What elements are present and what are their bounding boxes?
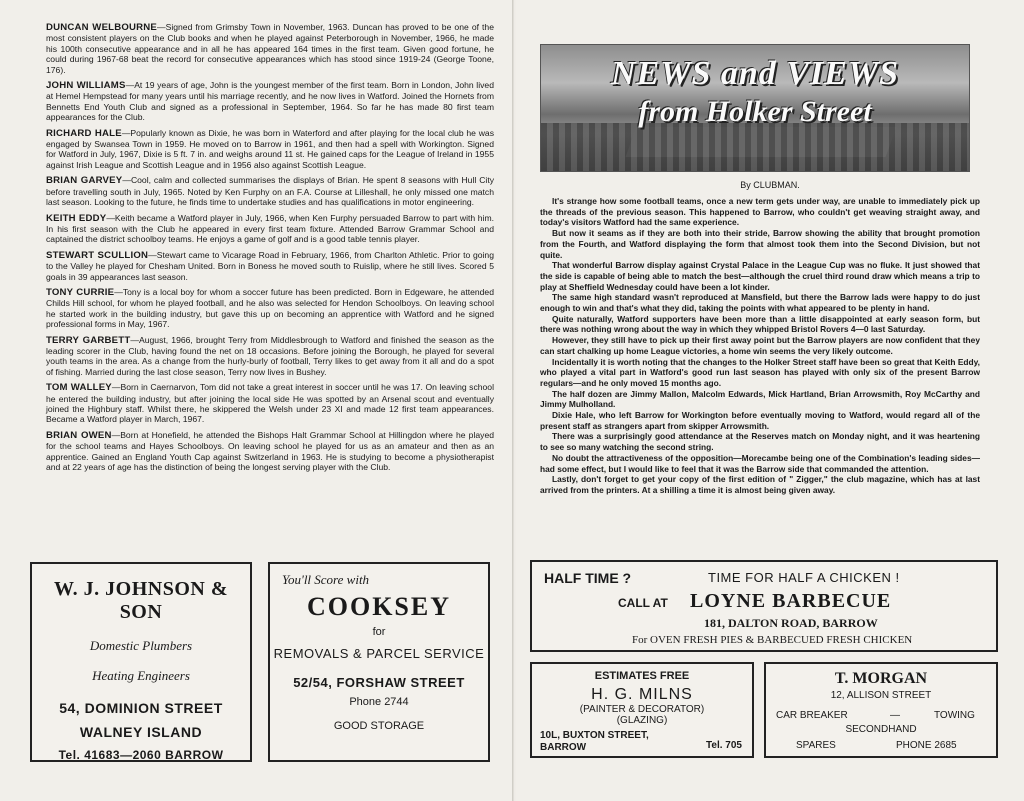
morgan-dash: — bbox=[890, 710, 900, 721]
player-name: RICHARD HALE bbox=[46, 127, 122, 139]
player-bio-text: —Born in Caernarvon, Tom did not take a great interest in soccer until he was 17. On leaving school he entered the building industry, but after joining the local side He was spotted by an Arsenal scout and eventually joined the Highbury staff. Whilst there, he skippered the Welsh under 23 XI and made 12 first team appearances. Became a Watford player in March, 1967. bbox=[46, 382, 494, 425]
cooksey-phone: Phone 2744 bbox=[349, 696, 409, 708]
player-name: TERRY GARBETT bbox=[46, 334, 131, 346]
player-bio-text: —Stewart came to Vicarage Road in February, 1966, from Charlton Athletic. Prior to going to the Valley he played for Chesham United. Born in Boness he moved south to Ruislip, where he still lives. Scored 5 goals in 39 appearances last season. bbox=[46, 249, 494, 282]
article-paragraph: But now it seams as if they are both into their stride, Barrow showing the ability that brought promotion from the Fourth, and Watford displaying the form that almost took them into the Second Division, but not quite. bbox=[540, 228, 980, 260]
cooksey-storage: GOOD STORAGE bbox=[333, 720, 425, 732]
morgan-spares: SPARES bbox=[796, 740, 836, 751]
milns-glazing: (GLAZING) bbox=[616, 715, 668, 726]
milns-trade: (PAINTER & DECORATOR) bbox=[579, 704, 705, 715]
morgan-secondhand: SECONDHAND bbox=[845, 724, 917, 735]
news-banner bbox=[540, 44, 970, 172]
article-paragraph: The half dozen are Jimmy Mallon, Malcolm Edwards, Mick Hartland, Brian Arrowsmith, Roy McCarthy and Jimmy Mulholland. bbox=[540, 388, 980, 410]
player-bio-text: —Cool, calm and collected summarises the displays of Brian. He spent 8 seasons with Hull City before travelling south in July, 1965. Noted by Ken Furphy on an F.A. Course at Lilleshall, he only missed one match last season. Looking to the future, he finds time to undertake studies and has qualifications in motor engineering. bbox=[46, 175, 494, 208]
morgan-advert bbox=[764, 662, 998, 758]
article-paragraph: Quite naturally, Watford supporters have been more than a little disappointed at early season form, but there was nothing wrong about the way in which they whipped Bristol Rovers 4—0 last Saturday. bbox=[540, 313, 980, 335]
banner-title: NEWS and VIEWS bbox=[610, 55, 899, 92]
morgan-towing: TOWING bbox=[934, 710, 975, 721]
johnson-advert bbox=[30, 562, 252, 762]
player-bio-text: —Tony is a local boy for whom a soccer future has been predicted. Born in Edgeware, he attended Childs Hill school, for whom he played football, and he also was selected for Hendon Schoolboys. On leaving school he started work in the building industry, but gave this up on becoming an apprentice with Watford and he signed professional forms in May, 1967. bbox=[46, 286, 494, 330]
player-bio-text: —Signed from Grimsby Town in November, 1963. Duncan has proved to be one of the most consistent players on the Club books and when he played against Peterborough in November, 1966, he made his 100th consecutive appearance and in all he has appeared 164 times in the first team. Given good fortune, he could during 1967-68 beat the record for consecutive appearances which has stood since 1919-24 (George Toone, 176). bbox=[46, 22, 494, 75]
johnson-line2: Heating Engineers bbox=[92, 668, 190, 683]
milns-estimates: ESTIMATES FREE bbox=[594, 670, 690, 682]
article-paragraph: However, they still have to pick up their first away point but the Barrow players are now confident that they can start chalking up home League victories, a home win seems the very likely outcome. bbox=[540, 335, 980, 356]
loyne-half: HALF TIME ? bbox=[544, 570, 632, 586]
byline: By CLUBMAN. bbox=[740, 180, 800, 190]
player-bio bbox=[46, 287, 494, 330]
johnson-address2: WALNEY ISLAND bbox=[79, 724, 203, 740]
johnson-line1: Domestic Plumbers bbox=[89, 638, 193, 653]
milns-town: BARROW bbox=[540, 742, 587, 753]
banner-subtitle: from Holker Street bbox=[638, 95, 872, 128]
johnson-title: W. J. JOHNSON & SON bbox=[53, 578, 228, 623]
morgan-address: 12, ALLISON STREET bbox=[830, 690, 932, 701]
cooksey-name: COOKSEY bbox=[306, 592, 452, 621]
loyne-chicken: TIME FOR HALF A CHICKEN ! bbox=[708, 570, 900, 585]
right-page bbox=[516, 0, 1024, 801]
article-paragraph: The same high standard wasn't reproduced at Mansfield, but there the Barrow lads were happy to do just enough to win and that's what they did, taking the points with what appeared to be plenty in hand. bbox=[540, 292, 980, 314]
article-paragraph: Lastly, don't forget to get your copy of the first edition of " Zigger," the club magazine, which has at last arrived from the printers. At a shilling a time it is almost being given away. bbox=[540, 474, 980, 495]
milns-tel: Tel. 705 bbox=[706, 740, 742, 751]
player-bio-text: —Keith became a Watford player in July, 1966, when Ken Furphy persuaded Barrow to part with him. In his first season with the Club he appeared in every first team fixture. Attended Barrow Grammar School and captained the district schoolboy teams. He enjoys a game of golf and is a good table tennis player. bbox=[46, 212, 494, 245]
loyne-name: LOYNE BARBECUE bbox=[690, 590, 892, 612]
morgan-name: T. MORGAN bbox=[834, 670, 928, 687]
milns-advert bbox=[530, 662, 754, 758]
article-paragraph: There was a surprisingly good attendance at the Reserves match on Monday night, and it was heartening to see so many watching the second string. bbox=[540, 431, 980, 453]
article-paragraph: No doubt the attractiveness of the opposition—Morecambe being one of the Combination's leading sides—had some effect, but I would like to feel that it was the Barrow side that commanded the attention. bbox=[540, 452, 980, 474]
player-name: BRIAN GARVEY bbox=[46, 175, 123, 187]
johnson-address1: 54, DOMINION STREET bbox=[59, 700, 223, 716]
player-name: BRIAN OWEN bbox=[46, 429, 112, 441]
loyne-address: 181, DALTON ROAD, BARROW bbox=[704, 616, 878, 630]
cooksey-address: 52/54, FORSHAW STREET bbox=[293, 675, 465, 690]
player-bio-text: —August, 1966, brought Terry from Middlesbrough to Watford and finished the season as the leading scorer in the Club, having found the net on 18 occasions. Before joining the Borough, he played for several youth teams in the area. As a change from the hurly-burly of football, Terry likes to get away from it all and do a spot of fishing. Married during the last close season, Terry now lives in Bushey. bbox=[46, 334, 494, 377]
player-name: KEITH EDDY bbox=[46, 212, 107, 224]
cooksey-service: REMOVALS & PARCEL SERVICE bbox=[273, 646, 485, 661]
player-bio-text: —Popularly known as Dixie, he was born in Waterford and after playing for the local club he was engaged by Swansea Town in 1959. He moved on to Barrow in 1961, and then had a spell with Workington. Signed for Watford in July, 1967, Dixie is 5 ft. 7 in. and weighs around 11 st. He gained caps for the League of Ireland in 1955 against Irish League and Scottish League and in 1956 also against Scottish League. bbox=[46, 127, 494, 170]
cooksey-tagline: You'll Score with bbox=[282, 572, 370, 587]
stand-shape bbox=[541, 123, 969, 171]
player-name: DUNCAN WELBOURNE bbox=[46, 22, 157, 33]
player-bio bbox=[46, 382, 494, 425]
player-bio-text: —At 19 years of age, John is the youngest member of the first team. Born in London, John lived at Hemel Hempstead for many years until his marriage recently, and he now lives in Watford. Joined the Hornets from Bennetts End Youth Club and signed as a professional in September, 1964. So far he has made 80 first team appearances for the Club. bbox=[46, 80, 494, 123]
player-name: TONY CURRIE bbox=[46, 286, 115, 298]
cooksey-advert bbox=[268, 562, 490, 762]
player-bios bbox=[46, 22, 494, 472]
loyne-advert bbox=[530, 560, 998, 652]
loyne-call: CALL AT bbox=[618, 596, 668, 610]
player-name: TOM WALLEY bbox=[46, 382, 112, 394]
loyne-oven: For OVEN FRESH PIES & BARBECUED FRESH CHICKEN bbox=[632, 634, 913, 646]
milns-name: H. G. MILNS bbox=[591, 686, 693, 703]
player-bio bbox=[46, 335, 494, 378]
player-bio bbox=[46, 430, 494, 473]
milns-address: 10L, BUXTON STREET, bbox=[540, 730, 649, 741]
johnson-tel: Tel. 41683—2060 BARROW bbox=[58, 748, 224, 762]
morgan-phone: PHONE 2685 bbox=[896, 740, 957, 751]
player-bio bbox=[46, 250, 494, 282]
player-bio bbox=[46, 22, 494, 75]
player-bio bbox=[46, 175, 494, 207]
player-bio bbox=[46, 80, 494, 123]
article-paragraph: Dixie Hale, who left Barrow for Workington before eventually moving to Watford, would regard all of the present staff as strangers apart from skipper Arrowsmith. bbox=[540, 410, 980, 431]
player-name: JOHN WILLIAMS bbox=[46, 80, 126, 92]
left-ads bbox=[30, 562, 500, 767]
player-bio bbox=[46, 128, 494, 171]
article-paragraph: That wonderful Barrow display against Crystal Palace in the League Cup was no fluke. It just showed that the side is capable of being able to match the best—although the cruel third round draw which means a trip to play at Sheffield Wednesday could have been a lot kinder. bbox=[540, 260, 980, 292]
player-bio bbox=[46, 213, 494, 245]
player-name: STEWART SCULLION bbox=[46, 249, 149, 261]
article-paragraph: Incidentally it is worth noting that the changes to the Holker Street staff have been so great that Keith Eddy, who played a vital part in Watford's good run last season has played with only six of the present Barrow regulars—and he only moved 15 months ago. bbox=[540, 356, 980, 388]
player-bio-text: —Born at Honefield, he attended the Bishops Halt Grammar School at Hillingdon where he played for the school teams and Hayes Schoolboys. On leaving school he played for us as an amateur and then as an apprentice. Gained an England Youth Cap against Switzerland in 1963. He is studying to become a physiotherapist and at 22 years of age has the distinction of being the longest serving player with the Club. bbox=[46, 429, 495, 473]
article-paragraph: It's strange how some football teams, once a new term gets under way, are unable to immediately pick up the threads of the previous season. This happened to Barrow, who couldn't get weaving straight away, and today's visitors Watford had the same experience. bbox=[540, 196, 980, 228]
news-article bbox=[540, 196, 980, 496]
morgan-car: CAR BREAKER bbox=[776, 710, 848, 721]
cooksey-for: for bbox=[372, 626, 386, 638]
